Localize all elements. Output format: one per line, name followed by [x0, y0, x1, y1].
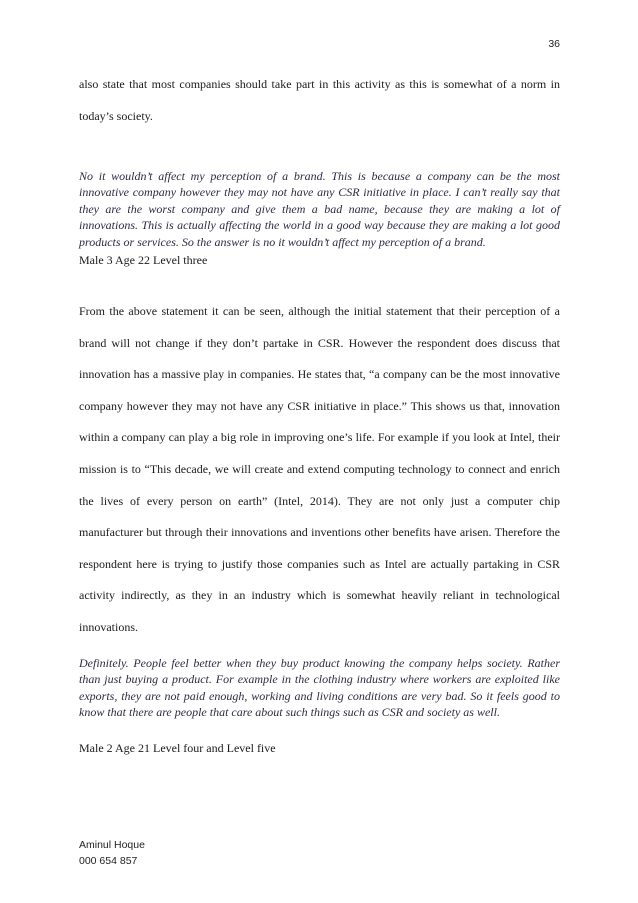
quote-2-attribution: Male 2 Age 21 Level four and Level five [79, 741, 276, 755]
interview-quote-2: Definitely. People feel better when they buy product knowing the company helps society. Rather than just buying a product. For example in the clothing industry where workers are exploited like exports, they are not paid enough, working and living conditions are very bad. So it feels good to know that there are people that care about such things such as CSR and society as well. [79, 656, 560, 720]
interview-quote-1: No it wouldn’t affect my perception of a brand. This is because a company can be the most innovative company however they may not have any CSR initiative in place. I can’t really say that they are the worst company and give them a bad name, because they are making a lot of innovations. This is actually affecting the world in a good way because they are making a lot good products or services. So the answer is no it wouldn’t affect my perception of a brand. [79, 169, 560, 249]
footer-student-id: 000 654 857 [79, 854, 138, 867]
analysis-paragraph: From the above statement it can be seen, although the initial statement that their perception of a brand will not change if they don’t partake in CSR. However the respondent does discuss that innovation has a massive play in companies. He states that, “a company can be the most innovative company however they may not have any CSR initiative in place.” This shows us that, innovation within a company can play a big role in improving one’s life. For example if you look at Intel, their mission is to “This decade, we will create and extend computing technology to connect and enrich the lives of every person on earth” (Intel, 2014). They are not only just a computer chip manufacturer but through their innovations and inventions other benefits have arisen. Therefore the respondent here is trying to justify those companies such as Intel are actually partaking in CSR activity indirectly, as they in an industry which is somewhat heavily reliant in technological innovations. [79, 304, 560, 634]
intro-paragraph: also state that most companies should take part in this activity as this is somewhat of a norm in today’s society. [79, 77, 560, 123]
page-number: 36 [548, 38, 560, 50]
quote-1-attribution: Male 3 Age 22 Level three [79, 253, 208, 267]
footer-author: Aminul Hoque [79, 839, 145, 851]
page-footer [79, 838, 145, 869]
